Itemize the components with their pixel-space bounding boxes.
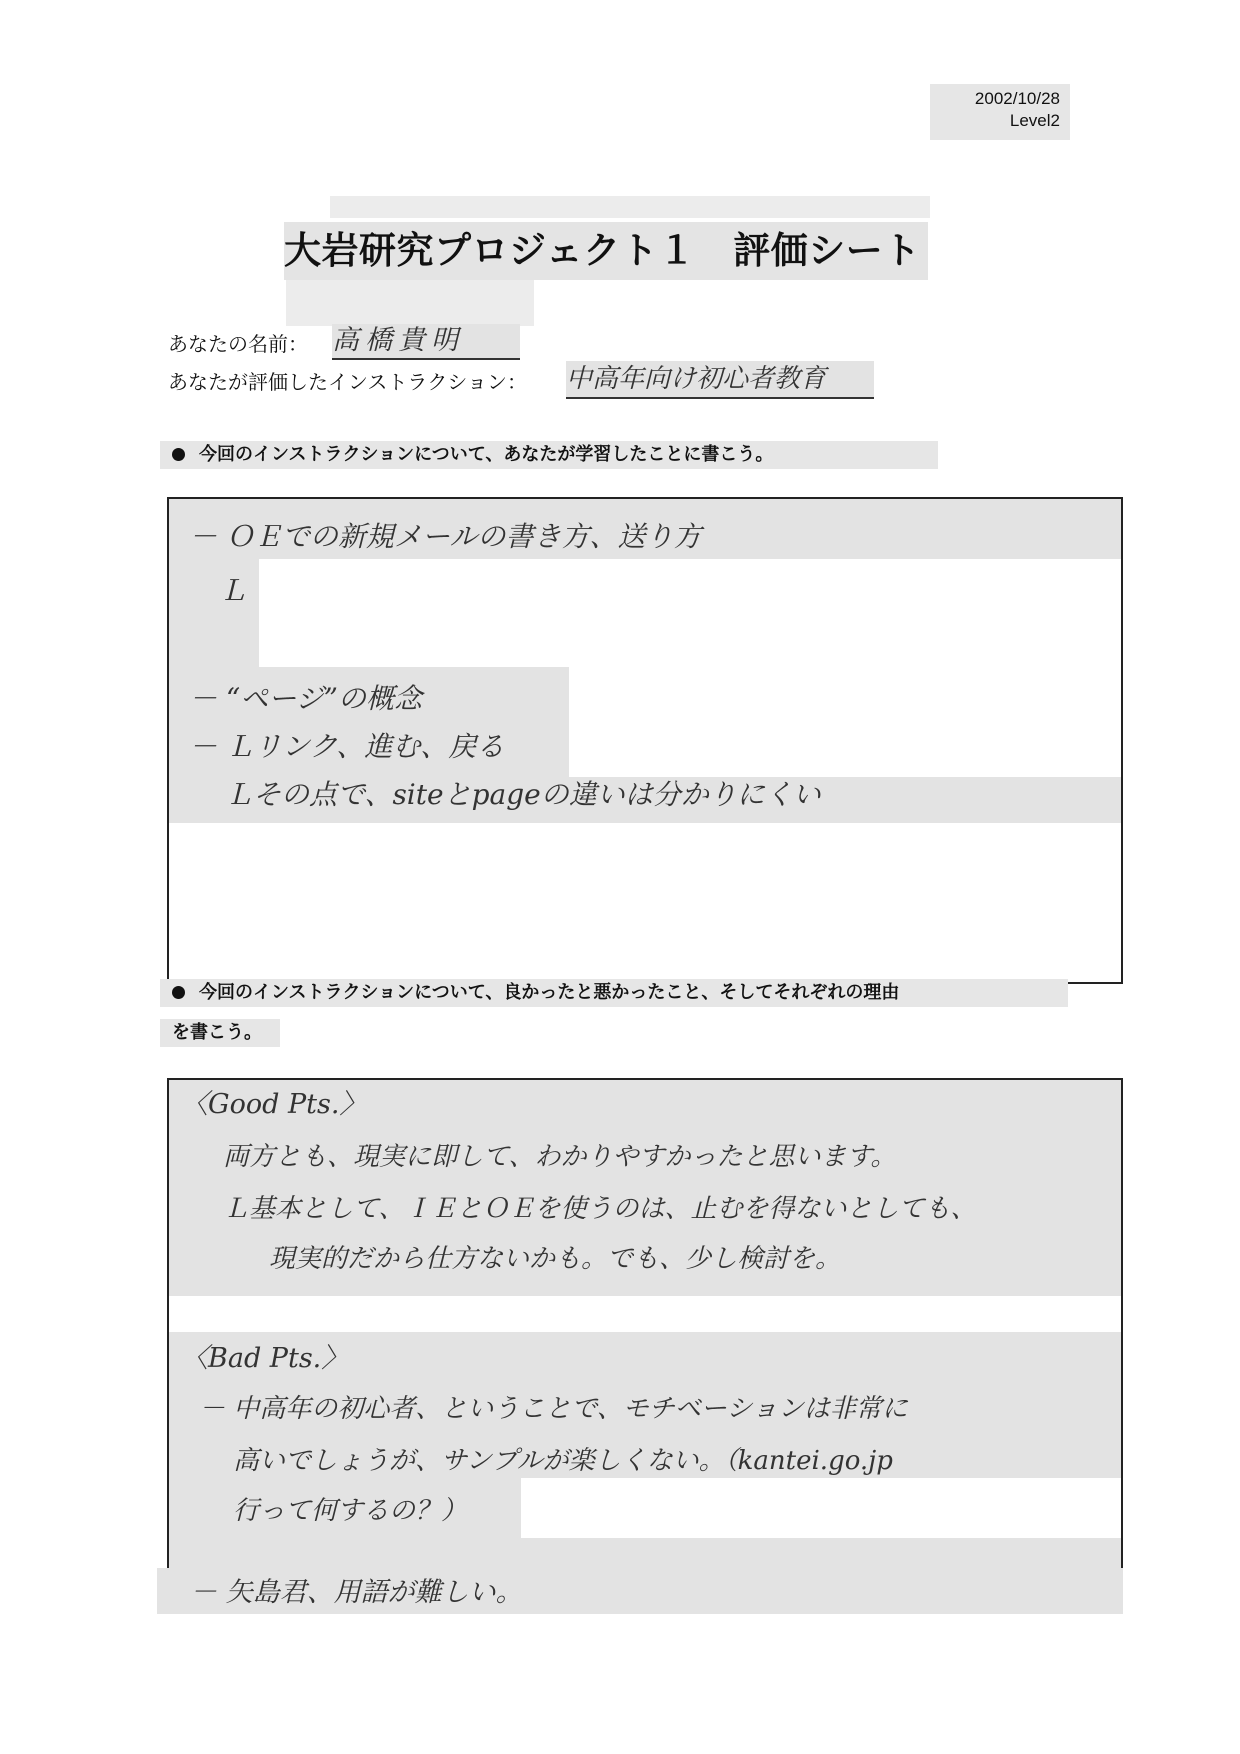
blank-area — [569, 667, 1121, 725]
learned-line: － “ページ”の概念 — [189, 682, 422, 715]
page-title: 大岩研究プロジェクト１ 評価シート — [284, 222, 928, 280]
bad-line: 高いでしょうが、サンプルが楽しくない。（kantei.go.jp — [233, 1446, 893, 1476]
extra-comment: － 矢島君、用語が難しい。 — [190, 1577, 523, 1608]
level-text: Level2 — [1009, 111, 1060, 130]
learned-line: － Ｌリンク、進む、戻る — [189, 730, 505, 763]
scan-smudge — [330, 196, 930, 218]
blank-area — [169, 823, 1121, 982]
section1-answer-box — [167, 497, 1123, 984]
bullet-icon — [172, 986, 185, 999]
bullet-icon — [172, 448, 185, 461]
date-text: 2002/10/28 — [974, 89, 1060, 108]
section1-prompt-text: 今回のインストラクションについて、あなたが学習したことに書こう。 — [199, 444, 774, 465]
good-line: 両方とも、現実に即して、わかりやすかったと思います。 — [223, 1142, 897, 1172]
blank-area — [259, 559, 1121, 667]
section2-prompt-line1: 今回のインストラクションについて、良かったと悪かったこと、そしてそれぞれの理由 — [199, 982, 900, 1003]
bad-line: 行って何するの？） — [233, 1496, 468, 1526]
section2-prompt-line2: を書こう。 — [172, 1022, 262, 1043]
blank-area — [569, 725, 1121, 777]
instruction-label: あなたが評価したインストラクション： — [168, 370, 527, 394]
good-line: 現実的だから仕方ないかも。でも、少し検討を。 — [269, 1244, 842, 1274]
name-value: 高橋貴明 — [332, 324, 520, 360]
learned-line: － ＯＥでの新規メールの書き方、送り方 — [189, 520, 702, 553]
blank-area — [169, 1296, 1121, 1332]
section2-answer-box — [167, 1078, 1123, 1570]
section1-prompt — [160, 441, 938, 469]
section2-prompt — [160, 979, 1068, 1007]
good-line: Ｌ基本として、ＩＥとＯＥを使うのは、止むを得ないとしても、 — [223, 1194, 977, 1224]
bad-heading: 〈Bad Pts.〉 — [181, 1343, 349, 1374]
learned-line: Ｌその点で、siteとpageの違いは分かりにくい — [225, 778, 821, 811]
good-heading: 〈Good Pts.〉 — [181, 1089, 367, 1120]
scan-smudge — [286, 276, 534, 326]
name-label: あなたの名前： — [168, 332, 308, 356]
instruction-value: 中高年向け初心者教育 — [566, 361, 874, 399]
learned-line: Ｌ — [219, 574, 248, 607]
section2-prompt-cont — [160, 1019, 280, 1047]
bad-line: － 中高年の初心者、ということで、モチベーションは非常に — [199, 1394, 908, 1424]
date-level-stamp — [930, 84, 1070, 140]
blank-area — [521, 1478, 1121, 1538]
